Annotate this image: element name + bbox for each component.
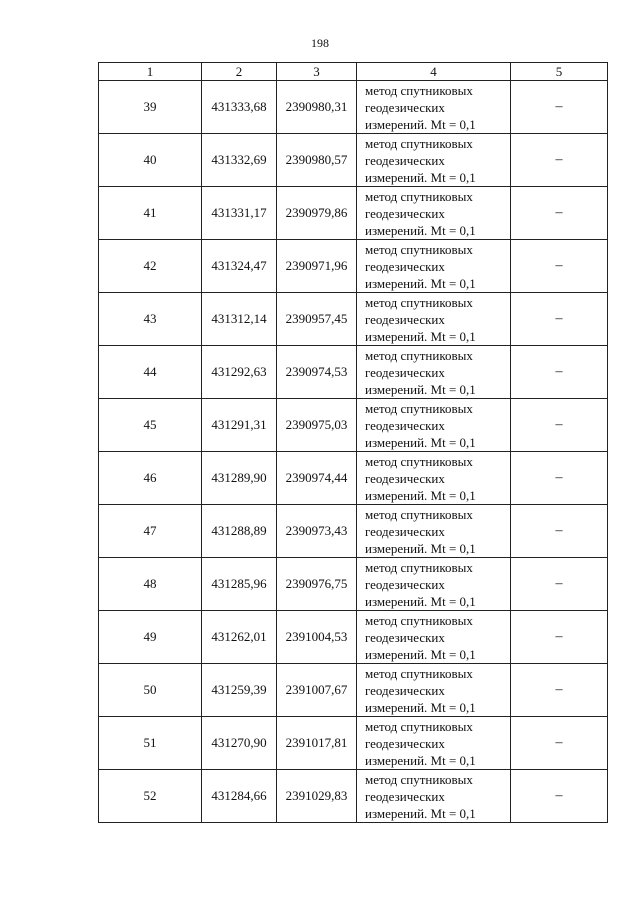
coord-y: 2390980,31	[277, 81, 357, 134]
table-row	[99, 452, 608, 505]
method-line-1: метод спутниковых	[365, 241, 473, 257]
method-line-1: метод спутниковых	[365, 82, 473, 98]
method-line-1: метод спутниковых	[365, 400, 473, 416]
method-line-2: геодезических	[365, 523, 445, 539]
method-line-3: измерений. Mt = 0,1	[365, 222, 476, 238]
coord-x: 431292,63	[202, 346, 277, 399]
method-line-3: измерений. Mt = 0,1	[365, 805, 476, 821]
table-row	[99, 187, 608, 240]
method-line-3: измерений. Mt = 0,1	[365, 646, 476, 662]
point-number: 42	[99, 240, 202, 293]
method-description	[357, 346, 511, 399]
point-number: 48	[99, 558, 202, 611]
method-line-1: метод спутниковых	[365, 506, 473, 522]
header-col-2: 2	[202, 63, 277, 81]
method-line-3: измерений. Mt = 0,1	[365, 381, 476, 397]
table-row	[99, 770, 608, 823]
method-line-1: метод спутниковых	[365, 559, 473, 575]
point-number: 49	[99, 611, 202, 664]
table-row	[99, 240, 608, 293]
method-line-2: геодезических	[365, 629, 445, 645]
method-line-3: измерений. Mt = 0,1	[365, 116, 476, 132]
method-line-2: геодезических	[365, 311, 445, 327]
coord-x: 431262,01	[202, 611, 277, 664]
method-line-1: метод спутниковых	[365, 188, 473, 204]
method-line-1: метод спутниковых	[365, 135, 473, 151]
method-description	[357, 770, 511, 823]
note-dash: –	[511, 452, 608, 505]
method-description	[357, 293, 511, 346]
coord-y: 2390973,43	[277, 505, 357, 558]
method-line-3: измерений. Mt = 0,1	[365, 434, 476, 450]
coord-x: 431270,90	[202, 717, 277, 770]
note-dash: –	[511, 717, 608, 770]
method-description	[357, 558, 511, 611]
coord-y: 2390974,53	[277, 346, 357, 399]
point-number: 47	[99, 505, 202, 558]
coord-y: 2391004,53	[277, 611, 357, 664]
coord-x: 431291,31	[202, 399, 277, 452]
coord-x: 431333,68	[202, 81, 277, 134]
coord-y: 2390976,75	[277, 558, 357, 611]
table-row	[99, 293, 608, 346]
method-description	[357, 240, 511, 293]
coord-y: 2391007,67	[277, 664, 357, 717]
point-number: 46	[99, 452, 202, 505]
point-number: 43	[99, 293, 202, 346]
note-dash: –	[511, 399, 608, 452]
note-dash: –	[511, 611, 608, 664]
coord-y: 2390979,86	[277, 187, 357, 240]
coord-x: 431331,17	[202, 187, 277, 240]
coord-x: 431324,47	[202, 240, 277, 293]
point-number: 45	[99, 399, 202, 452]
header-row	[99, 63, 608, 81]
note-dash: –	[511, 770, 608, 823]
point-number: 39	[99, 81, 202, 134]
method-line-1: метод спутниковых	[365, 771, 473, 787]
page-number: 198	[311, 36, 329, 50]
point-number: 44	[99, 346, 202, 399]
note-dash: –	[511, 240, 608, 293]
header-col-4: 4	[357, 63, 511, 81]
method-line-3: измерений. Mt = 0,1	[365, 540, 476, 556]
point-number: 41	[99, 187, 202, 240]
method-line-2: геодезических	[365, 470, 445, 486]
point-number: 40	[99, 134, 202, 187]
method-line-2: геодезических	[365, 682, 445, 698]
coord-y: 2390974,44	[277, 452, 357, 505]
method-description	[357, 664, 511, 717]
method-description	[357, 611, 511, 664]
method-description	[357, 399, 511, 452]
method-line-3: измерений. Mt = 0,1	[365, 487, 476, 503]
table-row	[99, 558, 608, 611]
method-line-2: геодезических	[365, 258, 445, 274]
note-dash: –	[511, 81, 608, 134]
method-line-1: метод спутниковых	[365, 718, 473, 734]
note-dash: –	[511, 293, 608, 346]
note-dash: –	[511, 558, 608, 611]
coord-x: 431332,69	[202, 134, 277, 187]
table-row	[99, 81, 608, 134]
method-description	[357, 187, 511, 240]
method-description	[357, 717, 511, 770]
method-line-3: измерений. Mt = 0,1	[365, 752, 476, 768]
method-line-3: измерений. Mt = 0,1	[365, 169, 476, 185]
method-line-1: метод спутниковых	[365, 665, 473, 681]
method-description	[357, 134, 511, 187]
note-dash: –	[511, 505, 608, 558]
coord-x: 431288,89	[202, 505, 277, 558]
method-line-1: метод спутниковых	[365, 453, 473, 469]
table-row	[99, 399, 608, 452]
point-number: 50	[99, 664, 202, 717]
method-line-2: геодезических	[365, 364, 445, 380]
header-col-5: 5	[511, 63, 608, 81]
method-line-2: геодезических	[365, 788, 445, 804]
method-line-1: метод спутниковых	[365, 347, 473, 363]
method-line-3: измерений. Mt = 0,1	[365, 593, 476, 609]
table-row	[99, 664, 608, 717]
method-description	[357, 452, 511, 505]
table-row	[99, 717, 608, 770]
header-col-3: 3	[277, 63, 357, 81]
method-line-2: геодезических	[365, 576, 445, 592]
note-dash: –	[511, 664, 608, 717]
method-line-2: геодезических	[365, 152, 445, 168]
method-line-2: геодезических	[365, 99, 445, 115]
table-row	[99, 505, 608, 558]
coord-y: 2390957,45	[277, 293, 357, 346]
method-line-2: геодезических	[365, 735, 445, 751]
method-line-3: измерений. Mt = 0,1	[365, 699, 476, 715]
coord-x: 431284,66	[202, 770, 277, 823]
table-body	[99, 81, 608, 823]
table-row	[99, 134, 608, 187]
header-col-1: 1	[99, 63, 202, 81]
method-line-1: метод спутниковых	[365, 294, 473, 310]
table-row	[99, 611, 608, 664]
coord-y: 2390980,57	[277, 134, 357, 187]
method-line-3: измерений. Mt = 0,1	[365, 275, 476, 291]
coord-x: 431289,90	[202, 452, 277, 505]
method-description	[357, 505, 511, 558]
method-line-3: измерений. Mt = 0,1	[365, 328, 476, 344]
coord-y: 2390971,96	[277, 240, 357, 293]
method-line-2: геодезических	[365, 205, 445, 221]
note-dash: –	[511, 346, 608, 399]
method-line-2: геодезических	[365, 417, 445, 433]
note-dash: –	[511, 187, 608, 240]
table-row	[99, 346, 608, 399]
coordinates-table	[98, 62, 608, 823]
coord-y: 2391029,83	[277, 770, 357, 823]
method-description	[357, 81, 511, 134]
coord-x: 431259,39	[202, 664, 277, 717]
note-dash: –	[511, 134, 608, 187]
coord-x: 431312,14	[202, 293, 277, 346]
method-line-1: метод спутниковых	[365, 612, 473, 628]
coord-x: 431285,96	[202, 558, 277, 611]
point-number: 51	[99, 717, 202, 770]
coord-y: 2390975,03	[277, 399, 357, 452]
point-number: 52	[99, 770, 202, 823]
coord-y: 2391017,81	[277, 717, 357, 770]
